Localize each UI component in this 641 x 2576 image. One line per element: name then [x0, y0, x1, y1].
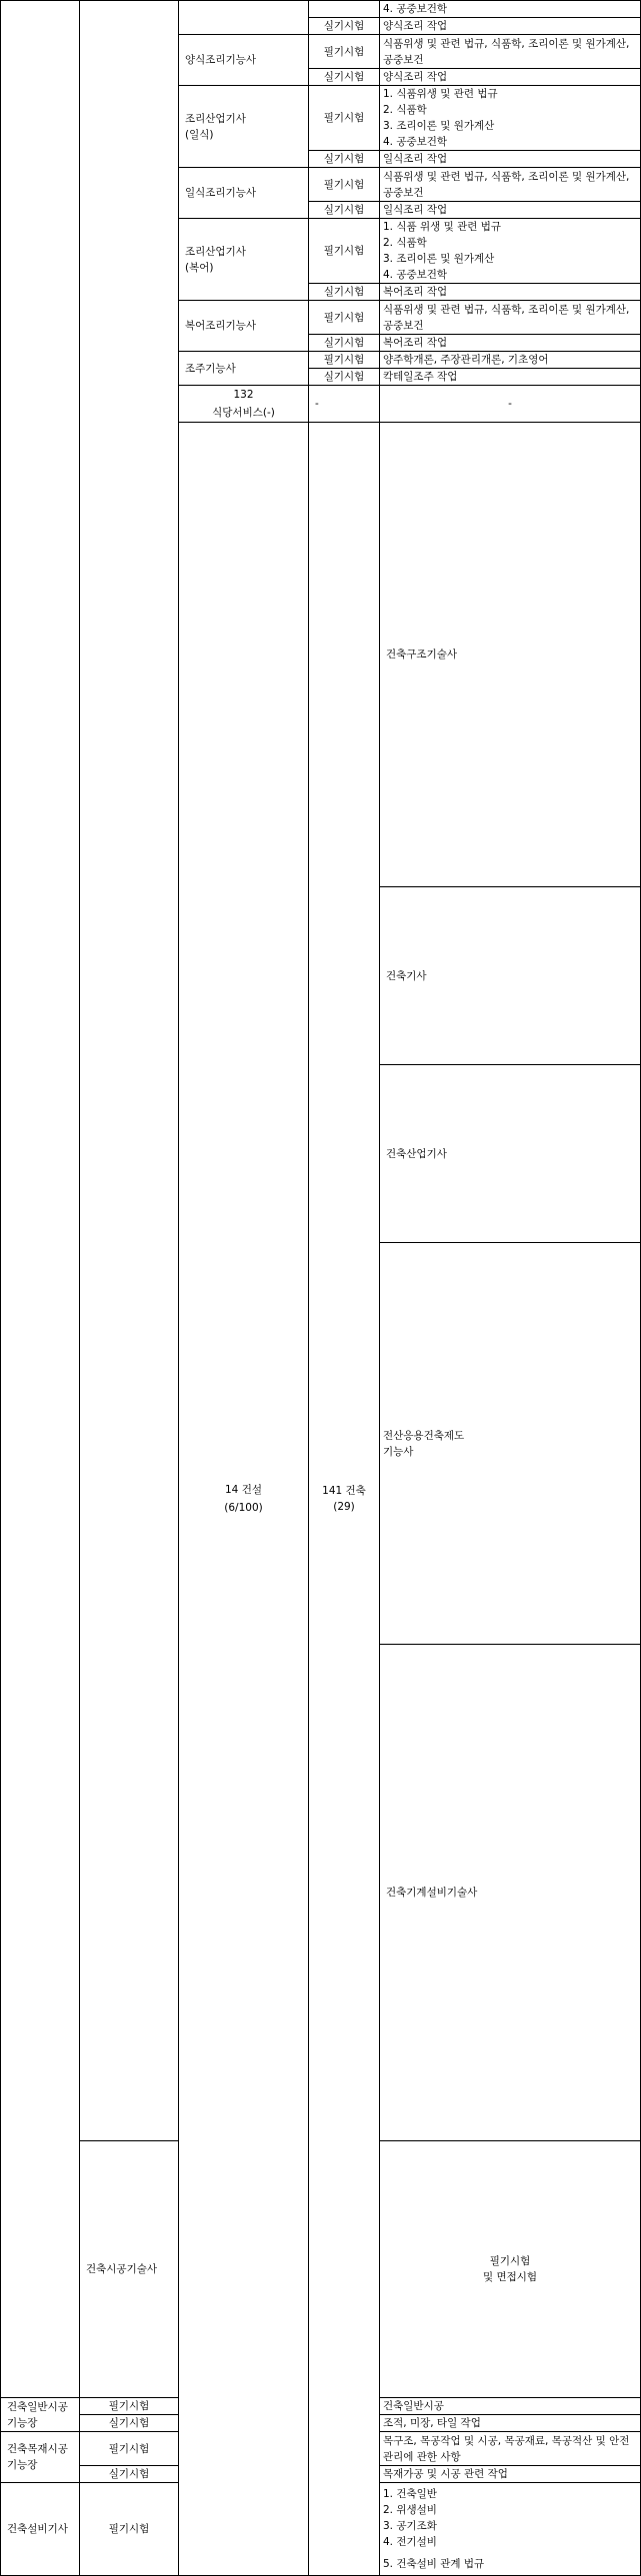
- exam-subject: 4. 공중보건학: [380, 1, 641, 18]
- exam-type: 실기시험: [80, 2466, 179, 2483]
- exam-subject: 건축일반시공: [380, 2398, 641, 2415]
- exam-type: 필기시험: [309, 86, 380, 151]
- exam-subject: 식품위생 및 관련 법규, 식품학, 조리이론 및 원가계산, 공중보건: [380, 35, 641, 69]
- exam-subject: 복어조리 작업: [380, 335, 641, 352]
- qualification-name: 건축구조기술사: [380, 423, 641, 887]
- exam-subject: 식품위생 및 관련 법규, 식품학, 조리이론 및 원가계산, 공중보건: [380, 301, 641, 335]
- qualification-name: 조주기능사: [179, 352, 309, 386]
- exam-type: 실기시험: [309, 335, 380, 352]
- exam-type: 실기시험: [309, 369, 380, 386]
- exam-subject-list: 1. 식품위생 및 관련 법규 2. 식품학 3. 조리이론 및 원가계산 4. 공중보건학: [380, 86, 641, 151]
- exam-type: 실기시험: [80, 2415, 179, 2432]
- qualification-name: 건축일반시공기능장: [1, 2398, 80, 2432]
- exam-subject: 일식조리 작업: [380, 202, 641, 219]
- exam-type: 필기시험: [309, 35, 380, 69]
- exam-subject: 목구조, 목공작업 및 시공, 목공재료, 목공적산 및 안전관리에 관한 사항: [380, 2432, 641, 2466]
- exam-type: 실기시험: [309, 151, 380, 168]
- field-construction: 14 건설 (6/100): [179, 423, 309, 2576]
- exam-subject: 양식조리 작업: [380, 18, 641, 35]
- exam-subject: 일식조리 작업: [380, 151, 641, 168]
- qualification-name: 건축설비기사: [1, 2483, 80, 2576]
- dash-cell: -: [309, 386, 380, 423]
- qualification-name: 복어조리기능사: [179, 301, 309, 352]
- field-cell-food: [1, 1, 80, 2398]
- qualification-name-prev: [179, 1, 309, 35]
- exam-type: 필기시험: [309, 352, 380, 369]
- exam-type: 실기시험: [309, 284, 380, 301]
- qualification-name: 조리산업기사 (일식): [179, 86, 309, 168]
- exam-subject: 목재가공 및 시공 관련 작업: [380, 2466, 641, 2483]
- exam-subject: 복어조리 작업: [380, 284, 641, 301]
- exam-type: 필기시험: [309, 219, 380, 284]
- exam-subject: 조적, 미장, 타일 작업: [380, 2415, 641, 2432]
- dash-cell: -: [380, 386, 641, 423]
- qualification-name: 양식조리기능사: [179, 35, 309, 86]
- exam-type: 필기시험: [80, 2398, 179, 2415]
- exam-type-empty: [309, 1, 380, 18]
- qualification-name: 일식조리기능사: [179, 168, 309, 219]
- qualification-name: 건축산업기사: [380, 1065, 641, 1243]
- exam-type: 실기시험: [309, 18, 380, 35]
- exam-type: 필기시험: [309, 168, 380, 202]
- qualification-name: 건축기계설비기술사: [380, 1645, 641, 2141]
- qualification-name: 건축시공기술사: [80, 2141, 179, 2398]
- qualification-name: 건축목재시공기능장: [1, 2432, 80, 2483]
- exam-type: 필기시험 및 면접시험: [380, 2141, 641, 2398]
- exam-type: 실기시험: [309, 202, 380, 219]
- subfield-cell-food: [80, 1, 179, 2141]
- exam-subject: 식품위생 및 관련 법규, 식품학, 조리이론 및 원가계산, 공중보건: [380, 168, 641, 202]
- exam-type: 필기시험: [309, 301, 380, 335]
- exam-subject: 양식조리 작업: [380, 69, 641, 86]
- subfield-architecture: 141 건축(29): [309, 423, 380, 2576]
- subfield-restaurant: 132 식당서비스(-): [179, 386, 309, 423]
- qualification-name: 건축기사: [380, 887, 641, 1065]
- exam-type: 필기시험: [80, 2432, 179, 2466]
- exam-subject-list: 1. 식품 위생 및 관련 법규 2. 식품학 3. 조리이론 및 원가계산 4. 공중보건학: [380, 219, 641, 284]
- qualification-name: 조리산업기사 (복어): [179, 219, 309, 301]
- exam-subject: 양주학개론, 주장관리개론, 기초영어: [380, 352, 641, 369]
- exam-subject: 칵테일조주 작업: [380, 369, 641, 386]
- exam-type: 필기시험: [80, 2483, 179, 2576]
- exam-type: 실기시험: [309, 69, 380, 86]
- qualification-name: 전산응용건축제도 기능사: [380, 1243, 641, 1645]
- exam-subject-list: 1. 건축일반 2. 위생설비 3. 공기조화 4. 전기설비 5. 건축설비 관계 법규: [380, 2483, 641, 2576]
